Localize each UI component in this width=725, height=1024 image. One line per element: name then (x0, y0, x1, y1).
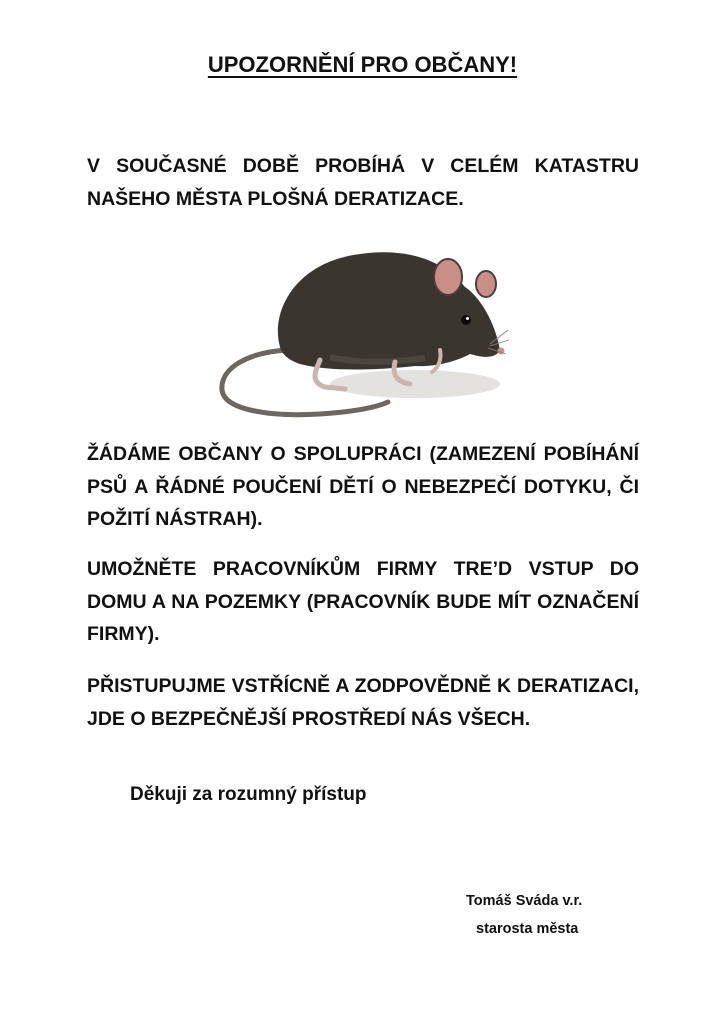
paragraph-responsibility: PŘISTUPUJME VSTŘÍCNĚ A ZODPOVĚDNĚ K DERATIZACI, JDE O BEZPEČNĚJŠÍ PROSTŘEDÍ NÁS VŠECH. (87, 675, 639, 730)
rat-illustration (210, 232, 510, 427)
thanks-line: Děkuji za rozumný přístup (130, 784, 367, 805)
signature-name: Tomáš Sváda v.r. (466, 893, 583, 909)
paragraph-deratization-info: V SOUČASNÉ DOBĚ PROBÍHÁ V CELÉM KATASTRU NAŠEHO MĚSTA PLOŠNÁ DERATIZACE. (87, 155, 639, 210)
paragraph-cooperation-request: ŽÁDÁME OBČANY O SPOLUPRÁCI (ZAMEZENÍ POBÍHÁNÍ PSŮ A ŘÁDNÉ POUČENÍ DĚTÍ O NEBEZPEČÍ DOTYKU, ČI POŽITÍ NÁSTRAH). (87, 443, 639, 530)
signature-role: starosta města (476, 921, 579, 937)
page-title: UPOZORNĚNÍ PRO OBČANY! (207, 52, 518, 77)
paragraph-access-request: UMOŽNĚTE PRACOVNÍKŮM FIRMY TRE’D VSTUP DO DOMU A NA POZEMKY (PRACOVNÍK BUDE MÍT OZNAČENÍ FIRMY). (87, 558, 639, 645)
